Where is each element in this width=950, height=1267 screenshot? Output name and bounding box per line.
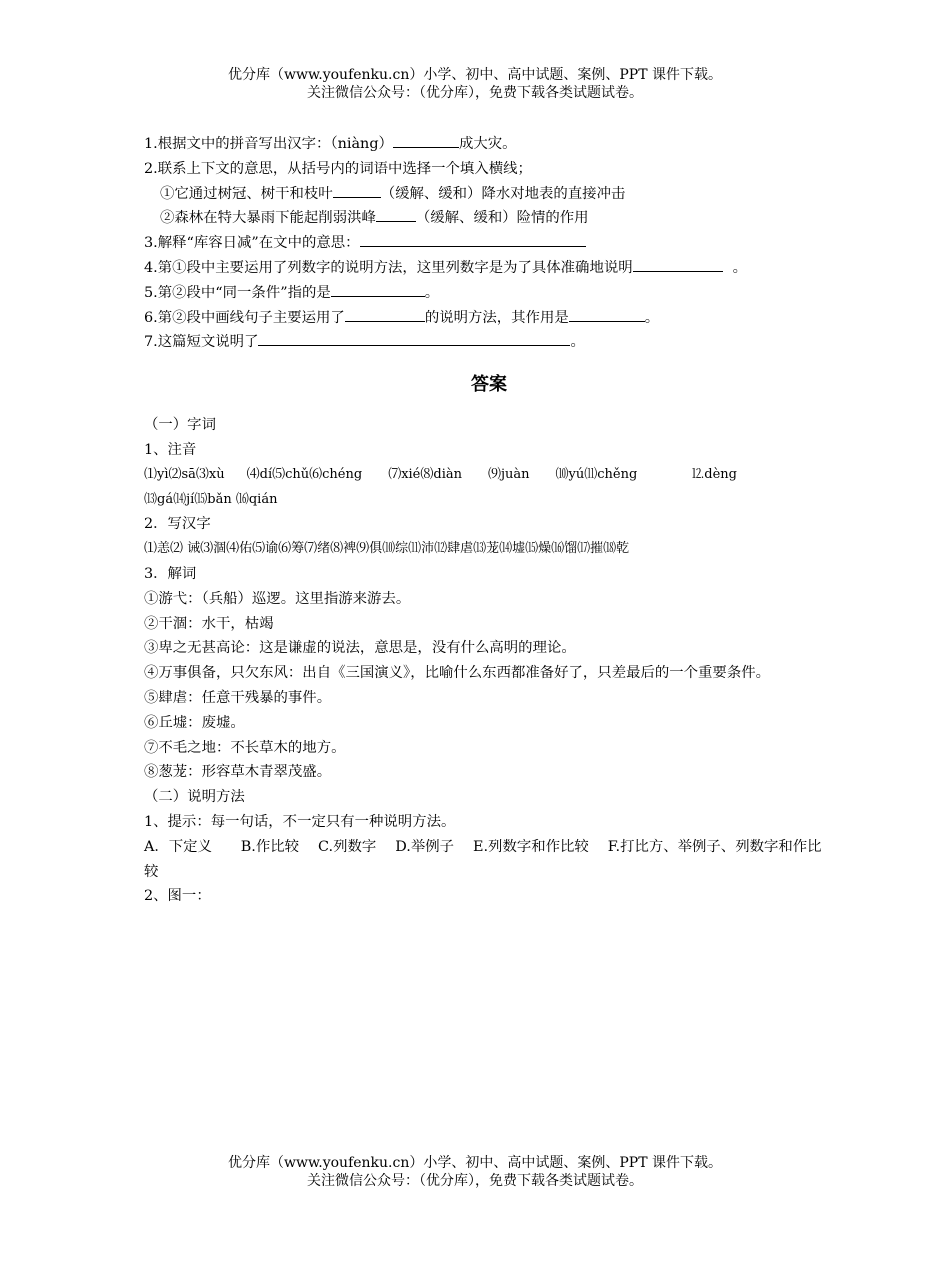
answer-blank xyxy=(393,133,459,148)
answer-blank xyxy=(345,307,425,322)
zhuyin-item: ⑷dí⑸chǔ⑹chéng xyxy=(246,466,363,482)
question-5-tail: 。 xyxy=(424,284,440,301)
question-2b xyxy=(144,206,834,231)
header-line-2: 关注微信公众号：（优分库），免费下载各类试题试卷。 xyxy=(307,85,643,101)
figure-label: 2、图一： xyxy=(144,888,211,905)
jieci-item: ②干涸：水干，枯竭 xyxy=(144,615,274,632)
answer-blank xyxy=(569,307,645,322)
document-body xyxy=(144,132,834,909)
zhuyin-row-1 xyxy=(144,463,834,488)
footer-line-1: 优分库（www.youfenku.cn）小学、初中、高中试题、案例、PPT 课件下载。 xyxy=(227,1155,722,1171)
question-2: 2.联系上下文的意思，从括号内的词语中选择一个填入横线； xyxy=(144,160,532,177)
question-1 xyxy=(144,132,834,157)
answer-blank xyxy=(258,331,570,346)
zhuyin-item: ⑼juàn xyxy=(487,466,530,482)
question-6-middle: 的说明方法，其作用是 xyxy=(424,309,569,326)
zhuyin-item: ⒓dèng xyxy=(691,466,737,482)
question-2a-tail: （缓解、缓和）降水对地表的直接冲击 xyxy=(380,185,626,202)
question-6-text: 6.第②段中画线句子主要运用了 xyxy=(144,309,345,326)
section-2-heading: （二）说明方法 xyxy=(144,789,245,806)
question-2b-tail: （缓解、缓和）险情的作用 xyxy=(415,210,589,227)
question-5-text: 5.第②段中“同一条件”指的是 xyxy=(144,284,331,301)
jieci-item: ⑤肆虐：任意干残暴的事件。 xyxy=(144,689,332,706)
jieci-heading: 3．解词 xyxy=(144,565,197,582)
question-3 xyxy=(144,231,834,256)
question-7-text: 7.这篇短文说明了 xyxy=(144,334,259,351)
section-1-heading: （一）字词 xyxy=(144,417,216,434)
question-6-tail: 。 xyxy=(644,309,660,326)
answer-blank xyxy=(360,232,586,247)
answers-title: 答案 xyxy=(471,374,507,396)
zhuyin-item: ⑺xié⑻diàn xyxy=(388,466,462,482)
jieci-item: ④万事俱备，只欠东风：出自《三国演义》，比喻什么东西都准备好了，只差最后的一个重要条件。 xyxy=(144,665,770,682)
page-header xyxy=(0,66,950,102)
question-5 xyxy=(144,281,834,306)
method-options: A．下定义 B.作比较 C.列数字 D.举例子 E.列数字和作比较 F.打比方、举例子、列数字和作比较 xyxy=(144,838,822,880)
zhuyin-item: ⑴yì⑵sā⑶xù xyxy=(144,466,225,482)
question-1-tail: 成大灾。 xyxy=(458,136,517,152)
hint-line: 1、提示：每一句话，不一定只有一种说明方法。 xyxy=(144,813,456,830)
question-4-text: 4.第①段中主要运用了列数字的说明方法，这里列数字是为了具体准确地说明 xyxy=(144,259,633,276)
hanzi-heading: 2．写汉字 xyxy=(144,516,211,533)
question-4 xyxy=(144,256,834,281)
jieci-item: ⑧葱茏：形容草木青翠茂盛。 xyxy=(144,764,332,781)
zhuyin-heading: 1、注音 xyxy=(144,441,197,458)
jieci-item: ③卑之无甚高论：这是谦虚的说法，意思是，没有什么高明的理论。 xyxy=(144,640,576,657)
jieci-item: ①游弋：（兵船）巡逻。这里指游来游去。 xyxy=(144,590,411,607)
question-7-tail: 。 xyxy=(570,334,585,351)
question-6 xyxy=(144,306,834,331)
jieci-item: ⑦不毛之地：不长草木的地方。 xyxy=(144,739,346,756)
question-7 xyxy=(144,330,834,355)
question-2b-text: ②森林在特大暴雨下能起削弱洪峰 xyxy=(160,210,376,227)
header-line-1: 优分库（www.youfenku.cn）小学、初中、高中试题、案例、PPT 课件下载。 xyxy=(227,67,722,83)
page-footer xyxy=(0,1154,950,1190)
hanzi-row: ⑴恙⑵ 诫⑶涸⑷佑⑸谕⑹筹⑺绪⑻裨⑼俱⑽综⑾沛⑿肆虐⒀茏⒁墟⒂燥⒃馏⒄摧⒅乾 xyxy=(144,541,630,557)
answer-blank xyxy=(331,282,425,297)
question-2a xyxy=(144,182,834,207)
zhuyin-row-2: ⒀gá⒁jí⒂bǎn ⒃qián xyxy=(144,491,278,507)
answer-blank xyxy=(333,183,381,198)
answer-blank xyxy=(376,207,416,222)
answer-blank xyxy=(633,257,723,272)
question-2a-text: ①它通过树冠、树干和枝叶 xyxy=(160,185,333,202)
zhuyin-item: ⑽yú⑾chěng xyxy=(555,466,638,482)
footer-line-2: 关注微信公众号：（优分库），免费下载各类试题试卷。 xyxy=(307,1173,643,1189)
question-3-text: 3.解释“库容日减”在文中的意思： xyxy=(144,235,360,252)
question-4-tail: 。 xyxy=(732,259,748,276)
jieci-item: ⑥丘墟：废墟。 xyxy=(144,714,245,731)
question-1-text: 1.根据文中的拼音写出汉字：（niàng） xyxy=(144,136,393,152)
